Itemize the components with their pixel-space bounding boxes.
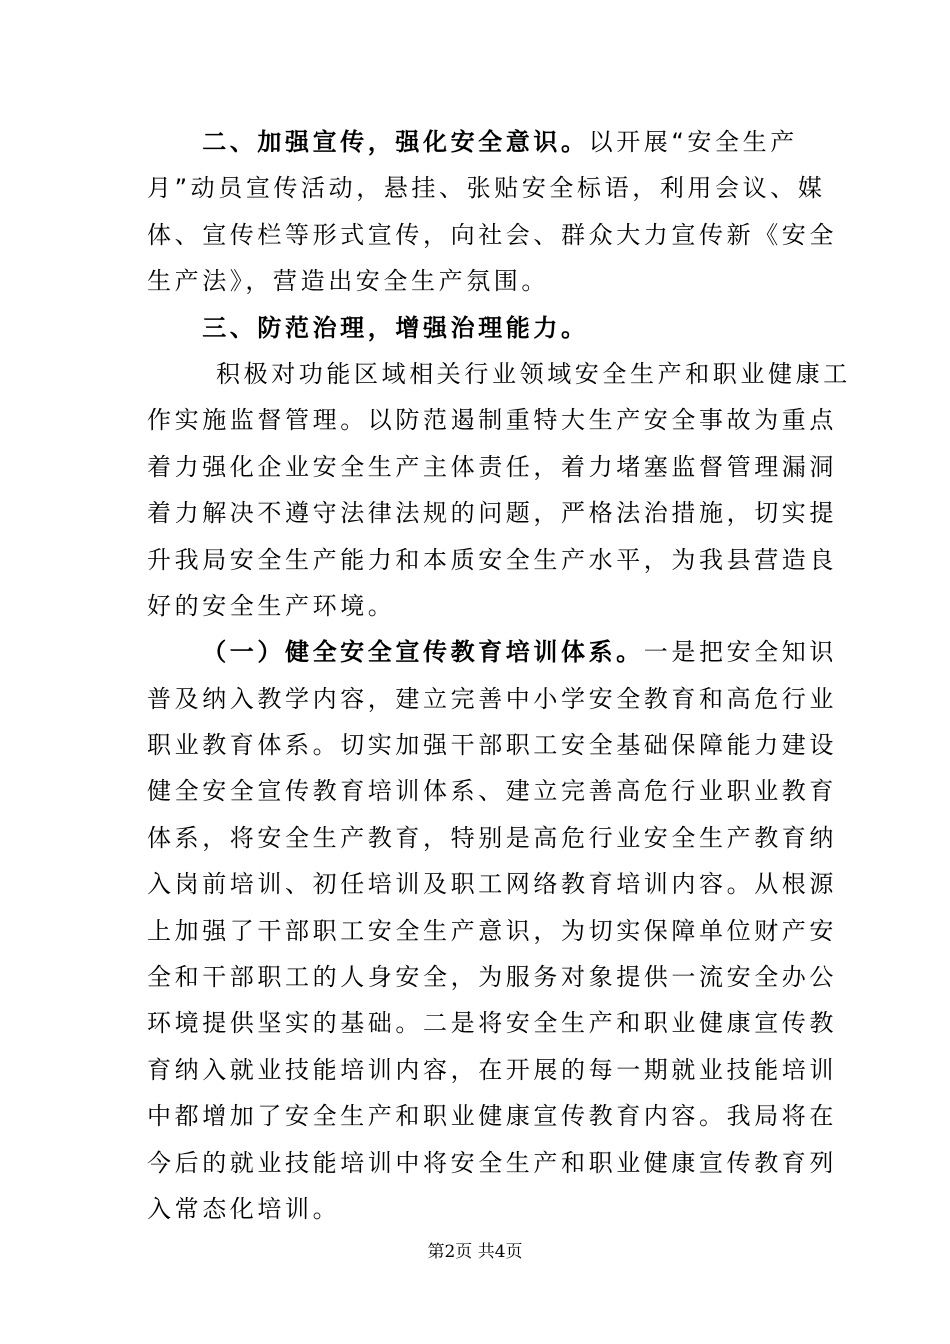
text-line [147, 583, 807, 629]
text-line [147, 1186, 807, 1232]
text-line [147, 119, 807, 165]
text-line [147, 1093, 837, 1139]
text-line [147, 629, 837, 675]
text-line [147, 1000, 837, 1046]
body-text: 好的安全生产环境。 [147, 591, 396, 620]
body-text: 积极对功能区域相关行业领域安全生产和职业健康工 [216, 359, 851, 388]
text-line [147, 815, 837, 861]
text-line [147, 444, 837, 490]
body-text: 环境提供坚实的基础。二是将安全生产和职业健康宣传教 [147, 1009, 837, 1038]
body-text: 职业教育体系。切实加强干部职工安全基础保障能力建设 [147, 731, 837, 760]
body-text: 着力解决不遵守法律法规的问题，严格法治措施，切实提 [147, 499, 837, 528]
text-line [147, 305, 807, 351]
text-line [147, 908, 837, 954]
body-text: 全和干部职工的人身安全，为服务对象提供一流安全办公 [147, 963, 837, 992]
text-line [147, 397, 837, 443]
body-text: 普及纳入教学内容，建立完善中小学安全教育和高危行业 [147, 684, 837, 713]
text-line [147, 722, 837, 768]
body-text: 一是把安全知识 [643, 638, 837, 667]
page-footer: 第2页 共4页 [427, 1242, 523, 1262]
text-line [147, 768, 837, 814]
body-text: 入岗前培训、初任培训及职工网络教育培训内容。从根源 [147, 870, 837, 899]
body-text: 今后的就业技能培训中将安全生产和职业健康宣传教育列 [147, 1148, 837, 1177]
body-text: 月”动员宣传活动，悬挂、张贴安全标语，利用会议、媒 [147, 174, 826, 203]
text-line [147, 861, 837, 907]
text-line [147, 351, 851, 397]
text-line [147, 258, 807, 304]
text-line [147, 676, 837, 722]
body-text: 升我局安全生产能力和本质安全生产水平，为我县营造良 [147, 545, 837, 574]
heading-text: （一）健全安全宣传教育培训体系。 [202, 638, 644, 667]
body-text: 着力强化企业安全生产主体责任，着力堵塞监督管理漏洞 [147, 452, 837, 481]
text-line [147, 954, 837, 1000]
body-text: 作实施监督管理。以防范遏制重特大生产安全事故为重点 [147, 406, 837, 435]
heading-text: 三、防范治理，增强治理能力。 [202, 313, 589, 342]
text-line [147, 537, 837, 583]
text-line [147, 165, 826, 211]
body-text: 体系，将安全生产教育，特别是高危行业安全生产教育纳 [147, 823, 837, 852]
body-text: 入常态化培训。 [147, 1194, 341, 1223]
text-line [147, 1140, 837, 1186]
body-text: 体、宣传栏等形式宣传，向社会、群众大力宣传新《安全 [147, 220, 837, 249]
document-body [147, 119, 851, 1232]
heading-text: 二、加强宣传，强化安全意识。 [202, 128, 589, 156]
body-text: 生产法》，营造出安全生产氛围。 [147, 267, 549, 296]
text-line [147, 1047, 837, 1093]
body-text: 上加强了干部职工安全生产意识，为切实保障单位财产安 [147, 916, 837, 945]
body-text: 中都增加了安全生产和职业健康宣传教育内容。我局将在 [147, 1102, 837, 1131]
body-text: 以开展“安全生产 [588, 128, 798, 156]
text-line [147, 490, 837, 536]
body-text: 健全安全宣传教育培训体系、建立完善高危行业职业教育 [147, 777, 837, 806]
body-text: 育纳入就业技能培训内容，在开展的每一期就业技能培训 [147, 1055, 837, 1084]
text-line [147, 212, 837, 258]
